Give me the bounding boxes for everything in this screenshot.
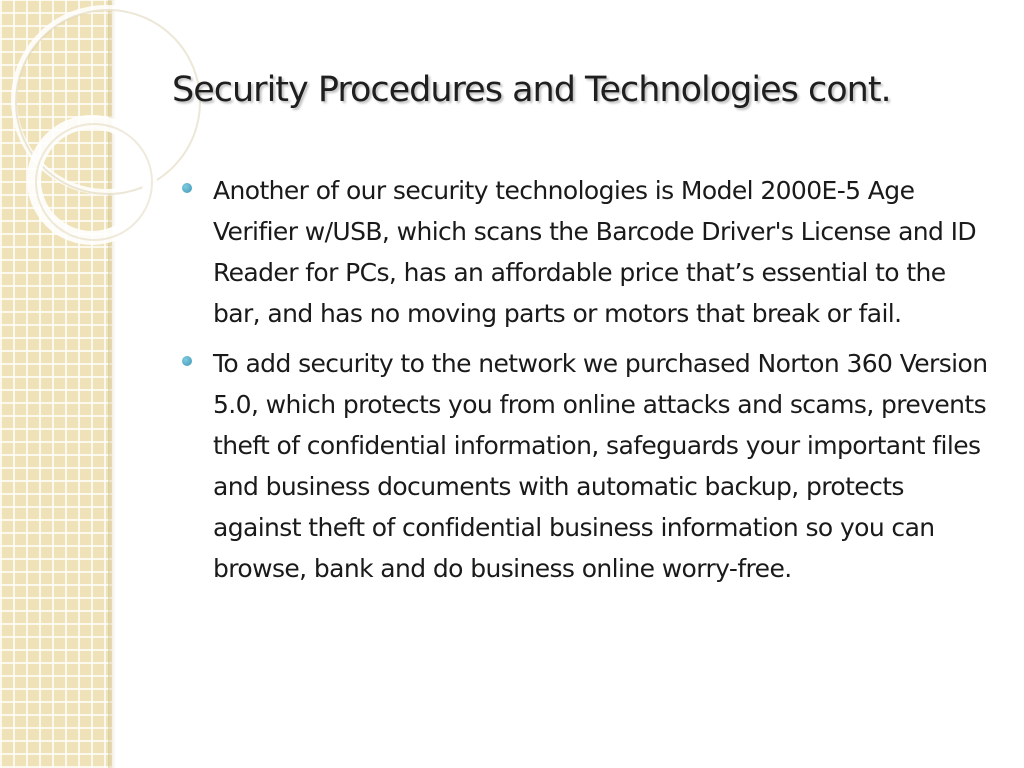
bullet-list (182, 170, 997, 598)
bullet-dot-icon (182, 183, 192, 193)
bullet-text: To add security to the network we purchased Norton 360 Version 5.0, which protects you from online attacks and scams, prevents theft of confidential information, safeguards your important files and business documents with automatic backup, protects against theft of confidential business information so you can browse, bank and do business online worry-free. (213, 349, 988, 583)
decorative-ring-small-shadow (36, 124, 152, 240)
bullet-item (182, 343, 997, 589)
slide-title: Security Procedures and Technologies cont. (172, 70, 891, 110)
bullet-dot-icon (182, 356, 192, 366)
bullet-item (182, 170, 997, 334)
bullet-text: Another of our security technologies is Model 2000E-5 Age Verifier w/USB, which scans the Barcode Driver's License and ID Reader for PCs, has an affordable price that’s essential to the bar, and has no moving parts or motors that break or fail. (213, 176, 977, 328)
